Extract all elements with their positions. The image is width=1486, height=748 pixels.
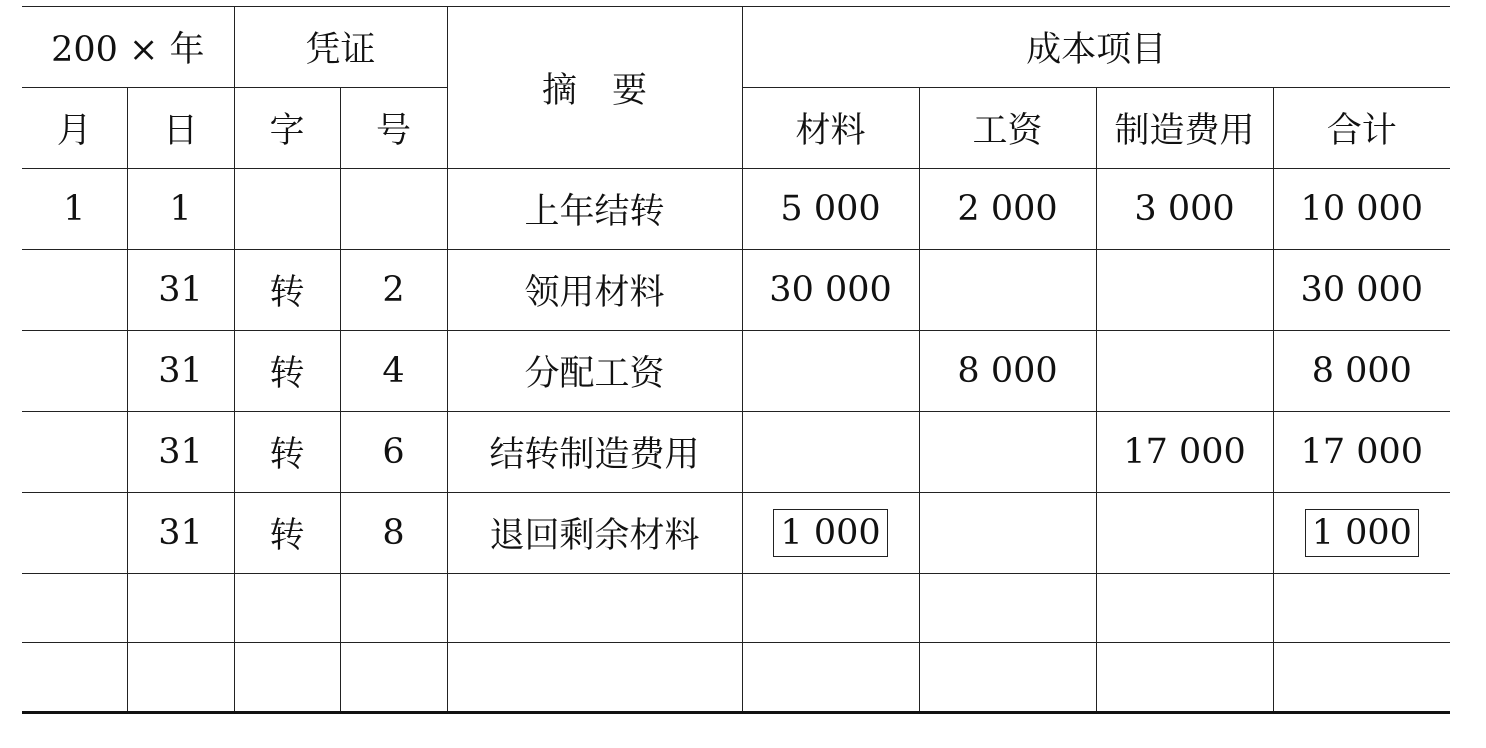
overhead-cell [1096,250,1273,331]
wages-cell: 2 000 [919,169,1096,250]
day-header: 日 [127,88,234,169]
overhead-cell [1096,493,1273,574]
month-cell [22,412,127,493]
material-cell [742,412,919,493]
material-cell: 5 000 [742,169,919,250]
wages-header: 工资 [919,88,1096,169]
material-cell [742,331,919,412]
table-row [22,331,1450,412]
month-cell: 1 [22,169,127,250]
summary-cell: 上年结转 [447,169,742,250]
voucher-header: 凭证 [234,7,447,88]
cost-ledger-table [22,6,1450,714]
empty-row [22,643,1450,713]
overhead-cell: 3 000 [1096,169,1273,250]
total-cell: 8 000 [1273,331,1450,412]
wages-cell: 8 000 [919,331,1096,412]
summary-header: 摘 要 [447,7,742,169]
total-cell: 10 000 [1273,169,1450,250]
number-cell: 2 [340,250,447,331]
total-cell: 17 000 [1273,412,1450,493]
summary-cell: 分配工资 [447,331,742,412]
summary-cell: 领用材料 [447,250,742,331]
word-header: 字 [234,88,340,169]
word-cell [234,169,340,250]
number-cell: 4 [340,331,447,412]
summary-cell: 结转制造费用 [447,412,742,493]
day-cell: 31 [127,331,234,412]
cost-items-header: 成本项目 [742,7,1450,88]
day-cell: 31 [127,412,234,493]
empty-row [22,574,1450,643]
word-cell: 转 [234,493,340,574]
number-cell: 6 [340,412,447,493]
number-header: 号 [340,88,447,169]
overhead-header: 制造费用 [1096,88,1273,169]
material-cell [742,493,919,574]
table-row [22,493,1450,574]
total-cell [1273,493,1450,574]
word-cell: 转 [234,412,340,493]
word-cell: 转 [234,250,340,331]
table-row [22,169,1450,250]
month-cell [22,250,127,331]
material-cell: 30 000 [742,250,919,331]
month-cell [22,331,127,412]
number-cell: 8 [340,493,447,574]
number-cell [340,169,447,250]
overhead-cell: 17 000 [1096,412,1273,493]
table-row [22,250,1450,331]
material-header: 材料 [742,88,919,169]
total-header: 合计 [1273,88,1450,169]
day-cell: 31 [127,250,234,331]
word-cell: 转 [234,331,340,412]
total-cell: 30 000 [1273,250,1450,331]
day-cell: 31 [127,493,234,574]
overhead-cell [1096,331,1273,412]
red-entry-box: 1 000 [1305,509,1419,557]
summary-cell: 退回剩余材料 [447,493,742,574]
header-row-1 [22,7,1450,88]
wages-cell [919,250,1096,331]
wages-cell [919,412,1096,493]
table-row [22,412,1450,493]
month-cell [22,493,127,574]
day-cell: 1 [127,169,234,250]
red-entry-box: 1 000 [773,509,887,557]
month-header: 月 [22,88,127,169]
wages-cell [919,493,1096,574]
year-header: 200 × 年 [22,7,234,88]
